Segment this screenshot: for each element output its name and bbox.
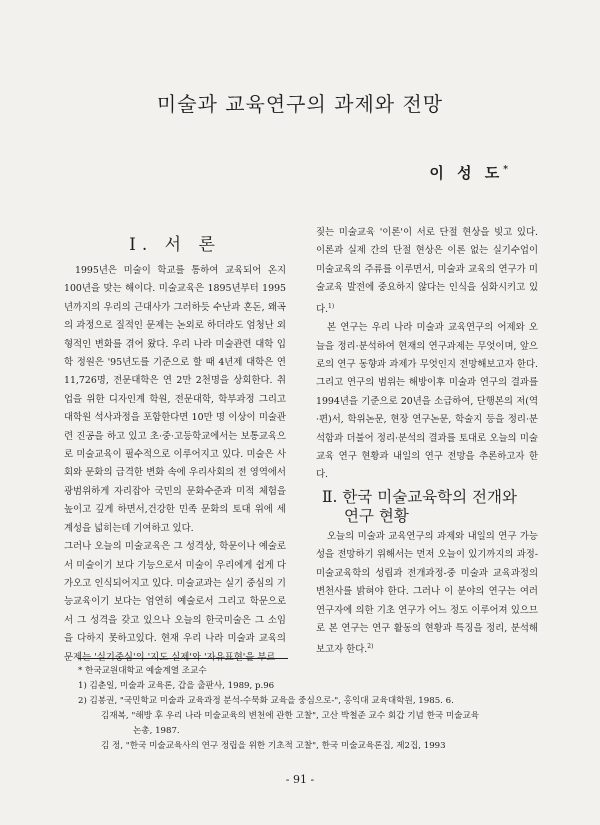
footnote-ref-2: 2) (367, 643, 374, 651)
right-column-top (316, 224, 538, 485)
body-text: 오늘의 미술과 교육연구의 과제와 내일의 연구 가능성을 전망하기 위해서는 먼저 오늘이 있기까지의 과정-미술교육학의 성립과 전개과정-중 미술과 교육과정의 변천사를 밝혀야 한다. 그러나 이 분야의 연구는 여러 연구자에 의한 기초 연구가 어느 정도 이루어져 있으므로 본 연구는 연구 활동의 현황과 특징을 정리, 분석해 보고자 한다. (316, 531, 538, 656)
footnote-item: 김재복, "해방 후 우리 나라 미술교육의 변천에 관한 고찰", 고산 박철준 교수 회갑 기념 한국 미술교육 (101, 711, 480, 721)
author-text: 이 성 도 (429, 164, 504, 182)
section-2-heading (316, 488, 538, 526)
page-number: - 91 - (285, 773, 315, 786)
left-column (64, 262, 286, 667)
body-text: 짖는 미술교육 '이론'이 서로 단절 현상을 빚고 있다. 이론과 실제 간의 단절 현상은 이론 없는 실기수업이 미술교육의 주류를 이루면서, 미술과 교육의 연구가 미술교육 발전에 중요하지 않다는 인식을 심화시키고 있다. (316, 227, 538, 315)
footnote-item: 김 정, "한국 미술교육사의 연구 정립을 위한 기초적 고찰", 한국 미술교육론집, 제2집, 1993 (101, 741, 446, 751)
footnotes (78, 664, 548, 754)
body-paragraph: 본 연구는 우리 나라 미술과 교육연구의 어제와 오늘을 정리·분석하여 현재의 연구과제는 무엇이며, 앞으로의 연구 동향과 과제가 무엇인지 전망해보고자 한다. 그리고 연구의 범위는 해방이후 미술과 연구의 결과를 1994년을 기준으로 20년을 소급하여, 단행본의 저(역·편)서, 학위논문, 현장 연구논문, 학술지 등을 정리·분석함과 더불어 정리·분석의 결과를 토대로 오늘의 미술교육 연구 현황과 내일의 연구 전망을 추론하고자 한다. (316, 322, 538, 481)
footnote-item: 2) 김봉권, "국민학교 미술과 교육과정 분석-수묵화 교육을 중심으로-", 홍익대 교육대학원, 1985. 6. (78, 696, 454, 706)
body-paragraph (316, 528, 538, 660)
author-name (429, 162, 508, 183)
right-column-bottom (316, 528, 538, 660)
author-footnote-mark: * (503, 165, 508, 175)
section-2-heading-line-1: Ⅱ. 한국 미술교육학의 전개와 (322, 488, 517, 506)
footnote-ref-1: 1) (328, 302, 335, 310)
section-1-heading: Ⅰ. 서 론 (129, 235, 221, 255)
footnote-item: * 한국교원대학교 예술계열 조교수 (78, 666, 207, 676)
body-paragraph: 1995년은 미술이 학교를 통하여 교육되어 온지 100년을 맞는 해이다. 미술교육은 1895년부터 1995년까지의 우리의 근대사가 그러하듯 수난과 혼돈, 왜곡의 과정으로 질적인 문제는 논외로 하더라도 엄청난 외형적인 변화를 겪어 왔다. 우리 나라 미술관련 대학 입학 정원은 '95년도를 기준으로 할 때 4년제 대학은 연 11,726명, 전문대학은 연 2만 2천명을 상회한다. 취업을 위한 디자인계 학원, 전문대학, 학부과정 그리고 대학원 석사과정을 포함한다면 10만 명 이상이 미술관련 진공을 하고 있고 초·중·고등학교에서는 보통교육으로 미술교육이 필수적으로 이루어지고 있다. 미술은 사회와 문화의 급격한 변화 속에 우리사회의 전 영역에서 광범위하게 자리잡아 국민의 문화수준과 미적 체험을 높이고 깊게 하면서,건강한 민족 문화의 토대 위에 세계성을 넓히는데 기여하고 있다. (64, 265, 286, 534)
body-paragraph (316, 224, 538, 319)
footnote-item: 논총, 1987. (133, 726, 180, 736)
section-2-heading-line-2: 연구 현황 (344, 507, 409, 525)
paper-title: 미술과 교육연구의 과제와 전망 (156, 92, 444, 116)
body-paragraph: 그러나 오늘의 미술교육은 그 성격상, 학문이나 예술로서 미술이기 보다 기능으로서 미술이 우리에게 쉽게 다가오고 인식되어지고 있다. 미술교과는 실기 중심의 기능교육이기 보다는 엄연히 예술로서 그리고 학문으로서 그 성격을 갖고 있으나 오늘의 한국미술은 그 소임을 다하지 못하고있다. 현재 우리 나라 미술과 교육의 문제는 '실기중심'의 '지도 실제'와 '자유표현'을 부르 (64, 541, 286, 663)
footnote-item: 1) 김춘일, 미술과 교육론, 갑을 출판사, 1989, p.96 (78, 681, 275, 691)
footnote-divider (78, 658, 288, 659)
